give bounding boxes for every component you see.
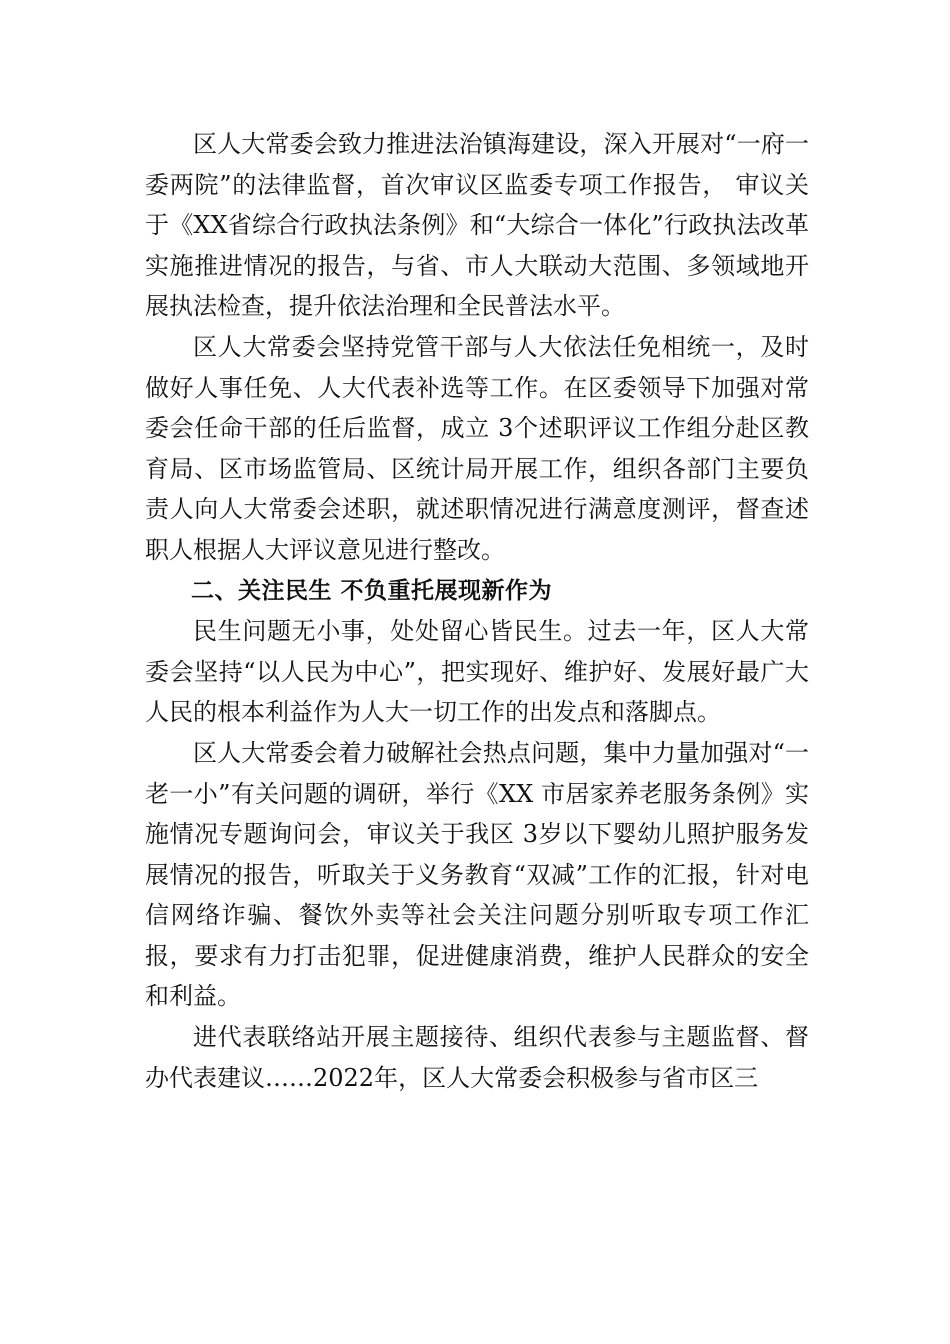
paragraph-representative-stations: 进代表联络站开展主题接待、组织代表参与主题监督、督办代表建议……2022年，区人大常委会积极参与省市区三 (145, 1023, 809, 1092)
document-body (145, 124, 809, 1098)
paragraph-livelihood: 民生问题无小事，处处留心皆民生。过去一年，区人大常委会坚持“以人民为中心”，把实现好、维护好、发展好最广大人民的根本利益作为人大一切工作的出发点和落脚点。 (145, 617, 809, 727)
paragraph-social-issues: 区人大常委会着力破解社会热点问题，集中力量加强对“一老一小”有关问题的调研，举行《XX 市居家养老服务条例》实施情况专题询问会，审议关于我区 3岁以下婴幼儿照护服务发展情况的报告，听取关于义务教育“双减”工作的汇报，针对电信网络诈骗、餐饮外卖等社会关注问题分别听取专项工作汇报，要求有力打击犯罪，促进健康消费，维护人民群众的安全和利益。 (145, 738, 809, 1011)
paragraph-rule-of-law: 区人大常委会致力推进法治镇海建设，深入开展对“一府一委两院”的法律监督，首次审议区监委专项工作报告， 审议关于《XX省综合行政执法条例》和“大综合一体化”行政执法改革实施推进情况的报告，与省、市人大联动大范围、多领域地开展执法检查，提升依法治理和全民普法水平。 (145, 130, 809, 321)
section-heading: 二、关注民生 不负重托展现新作为 (191, 577, 553, 604)
paragraph-personnel-appointment: 区人大常委会坚持党管干部与人大依法任免相统一，及时做好人事任免、人大代表补选等工作。在区委领导下加强对常委会任命干部的任后监督，成立 3个述职评议工作组分赴区教育局、区市场监管局、区统计局开展工作，组织各部门主要负责人向人大常委会述职，就述职情况进行满意度测评，督查述职人根据人大评议意见进行整改。 (145, 332, 809, 564)
